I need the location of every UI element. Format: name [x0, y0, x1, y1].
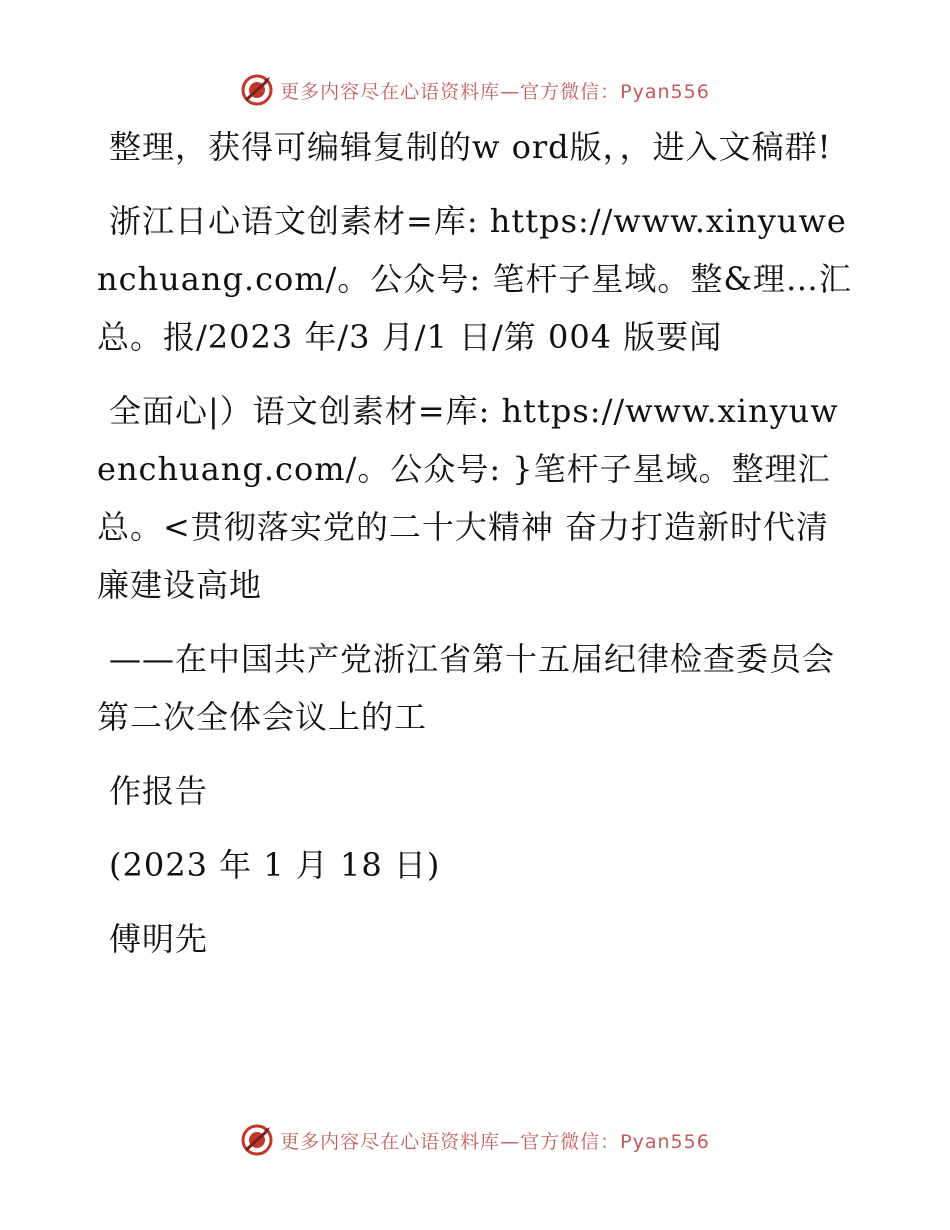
- paragraph-headline: 全面心|）语文创素材=库: https://www.xinyuwenchuang.com/。公众号: }笔杆子星域。整理汇总。<贯彻落实党的二十大精神 奋力打造新时代清廉建设高地: [97, 392, 839, 604]
- watermark-text: 更多内容尽在心语资料库—官方微信：Pyan556: [280, 80, 710, 103]
- seal-logo-icon: [240, 1123, 274, 1157]
- footer-watermark: [0, 1120, 950, 1160]
- document-body: [97, 118, 857, 968]
- paragraph-intro: 整理，获得可编辑复制的w ord版，，进入文稿群!: [109, 128, 832, 166]
- paragraph-subtitle-cont: 作报告: [109, 772, 209, 810]
- header-watermark: [0, 70, 950, 110]
- paragraph-author: 傅明先: [109, 920, 209, 958]
- watermark-text: 更多内容尽在心语资料库—官方微信：Pyan556: [280, 1130, 710, 1153]
- seal-logo-icon: [240, 73, 274, 107]
- paragraph-source: 浙江日心语文创素材=库: https://www.xinyuwenchuang.com/。公众号: 笔杆子星域。整&理…汇总。报/2023 年/3 月/1 日/第 004 版要闻: [97, 202, 852, 356]
- paragraph-date: (2023 年 1 月 18 日): [109, 846, 441, 884]
- paragraph-subtitle: ——在中国共产党浙江省第十五届纪律检查委员会第二次全体会议上的工: [97, 640, 836, 736]
